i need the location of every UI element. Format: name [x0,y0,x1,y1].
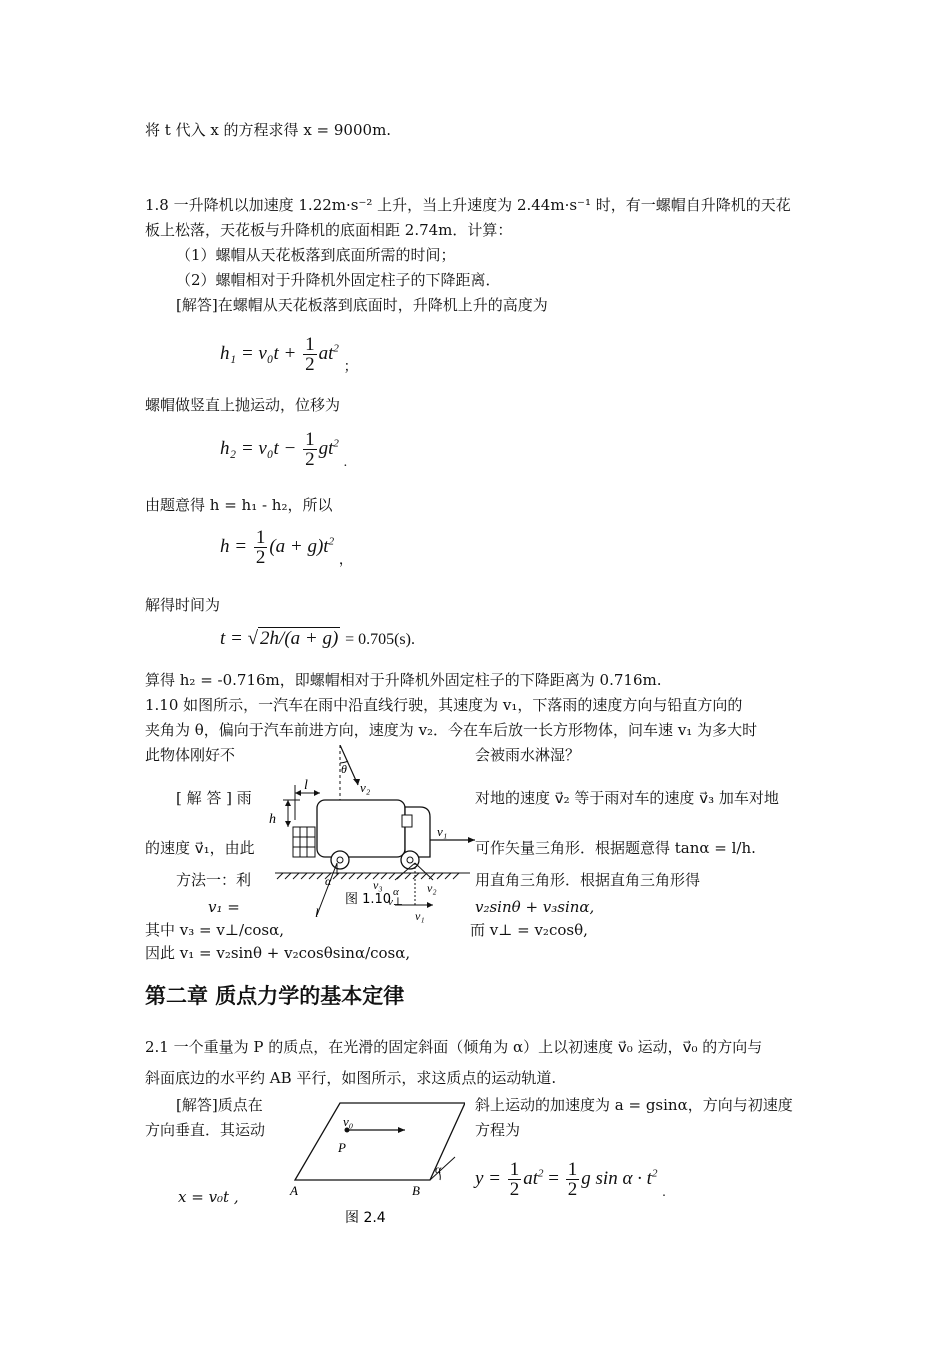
theta-label: θ [341,762,347,776]
l-label-top: l [304,778,308,793]
problem-1-10-text: 会被雨水淋湿？ [475,746,581,764]
v0-label: v₀ [343,1114,354,1129]
text-line: 由题意得 h = h₁ - h₂，所以 [145,496,333,514]
text-line: 解得时间为 [145,596,221,614]
equation-h2: h₂ = v₀t − $\frac{1}{2}$ $gt^2$ $_.$ [220,429,348,470]
v1-label: v₁ [437,824,448,839]
answer-heading: [解答]质点在 [176,1096,263,1114]
alpha-label-right: α [393,886,399,898]
problem-1-8-question-1: （1）螺帽从天花板落到底面所需的时间； [176,246,456,264]
text-line: 方法一：利 [176,871,252,889]
h-label: h [269,812,276,827]
problem-2-1-text: 斜面底边的水平约 AB 平行，如图所示，求这质点的运动轨道. [145,1069,557,1087]
figure-1-10 [255,745,475,925]
text-line: 其中 v₃ = v⊥/cosα, [145,921,285,939]
answer-heading: [解答]在螺帽从天花板落到底面时，升降机上升的高度为 [176,296,548,314]
problem-1-10-text: 此物体刚好不 [145,746,236,764]
p-label: P [338,1140,346,1155]
equation-y: y = $\frac{1}{2}$ $at^2$ = $\frac{1}{2}$ g $\sin \alpha \cdot t^2$ $_.$ [475,1159,666,1200]
b-label: B [412,1183,420,1198]
text-line: 斜上运动的加速度为 a = gsinα，方向与初速度 [475,1096,793,1114]
problem-1-10-text: 夹角为 θ，偏向于汽车前进方向，速度为 v₂．今在车后放一长方形物体，问车速 v₁ 为多大时 [145,721,758,739]
answer-heading: [ 解 答 ] 雨 [176,789,252,807]
figure-2-4-caption: 图 2.4 [345,1210,386,1226]
problem-1-8-question-2: （2）螺帽相对于升降机外固定柱子的下降距离． [176,271,501,289]
vperp-label: v⊥ [388,896,404,908]
text-line: x = v₀t , [178,1188,239,1206]
text-line: 算得 h₂ = -0.716m，即螺帽相对于升降机外固定柱子的下降距离为 0.716m. [145,671,662,689]
a-label: A [290,1183,298,1198]
alpha-label: α [435,1162,442,1176]
text-line: v₁ = [208,898,240,916]
text-line: 方向垂直．其运动 [145,1121,266,1139]
equation-t: t = √ 2h/(a + g) = 0.705(s). [220,628,415,649]
text-line: v₂sinθ + v₃sinα, [475,898,595,916]
text-line: 螺帽做竖直上抛运动，位移为 [145,396,341,414]
equation-h1: h₁ = v₀t + $\frac{1}{2}$ $at^2$ $_;$ [220,334,358,375]
text-line: 的速度 v⃗₁，由此 [145,839,255,857]
problem-1-10-text: 1.10 如图所示，一汽车在雨中沿直线行驶，其速度为 v₁，下落雨的速度方向与铅直方向的 [145,696,743,714]
text-line: 方程为 [475,1121,521,1139]
problem-2-1-text: 2.1 一个重量为 P 的质点，在光滑的固定斜面（倾角为 α）上以初速度 v⃗₀ 运动，v⃗₀ 的方向与 [145,1038,763,1056]
problem-1-8-text: 1.8 一升降机以加速度 1.22m·s⁻² 上升，当上升速度为 2.44m·s⁻¹ 时，有一螺帽自升降机的天花 [145,196,791,214]
problem-1-8-text: 板上松落，天花板与升降机的底面相距 2.74m．计算： [145,221,513,239]
v2-label-triangle: v₂ [427,881,437,895]
figure-2-4 [285,1095,465,1230]
text-line: 因此 v₁ = v₂sinθ + v₂cosθsinα/cosα, [145,944,411,962]
figure-1-10-caption: 图 1.10 [345,892,392,907]
alpha-label-left: α [325,874,332,888]
v3-label: v₃ [373,878,383,892]
text-line: 而 v⊥ = v₂cosθ, [470,921,588,939]
text-line: 可作矢量三角形．根据题意得 tanα = l/h. [475,839,756,857]
equation-h: h = $\frac{1}{2}$ $(a + g)t^2$ $_,$ [220,527,353,568]
text-line: 用直角三角形．根据直角三角形得 [475,871,701,889]
text-line: 将 t 代入 x 的方程求得 x = 9000m. [145,121,392,139]
v2-label: v₂ [360,780,371,795]
chapter-heading: 第二章 质点力学的基本定律 [145,984,405,1008]
v1-label-triangle: v₁ [415,909,425,923]
text-line: 对地的速度 v⃗₂ 等于雨对车的速度 v⃗₃ 加车对地 [475,789,779,807]
l-label-bottom: l [315,905,319,920]
